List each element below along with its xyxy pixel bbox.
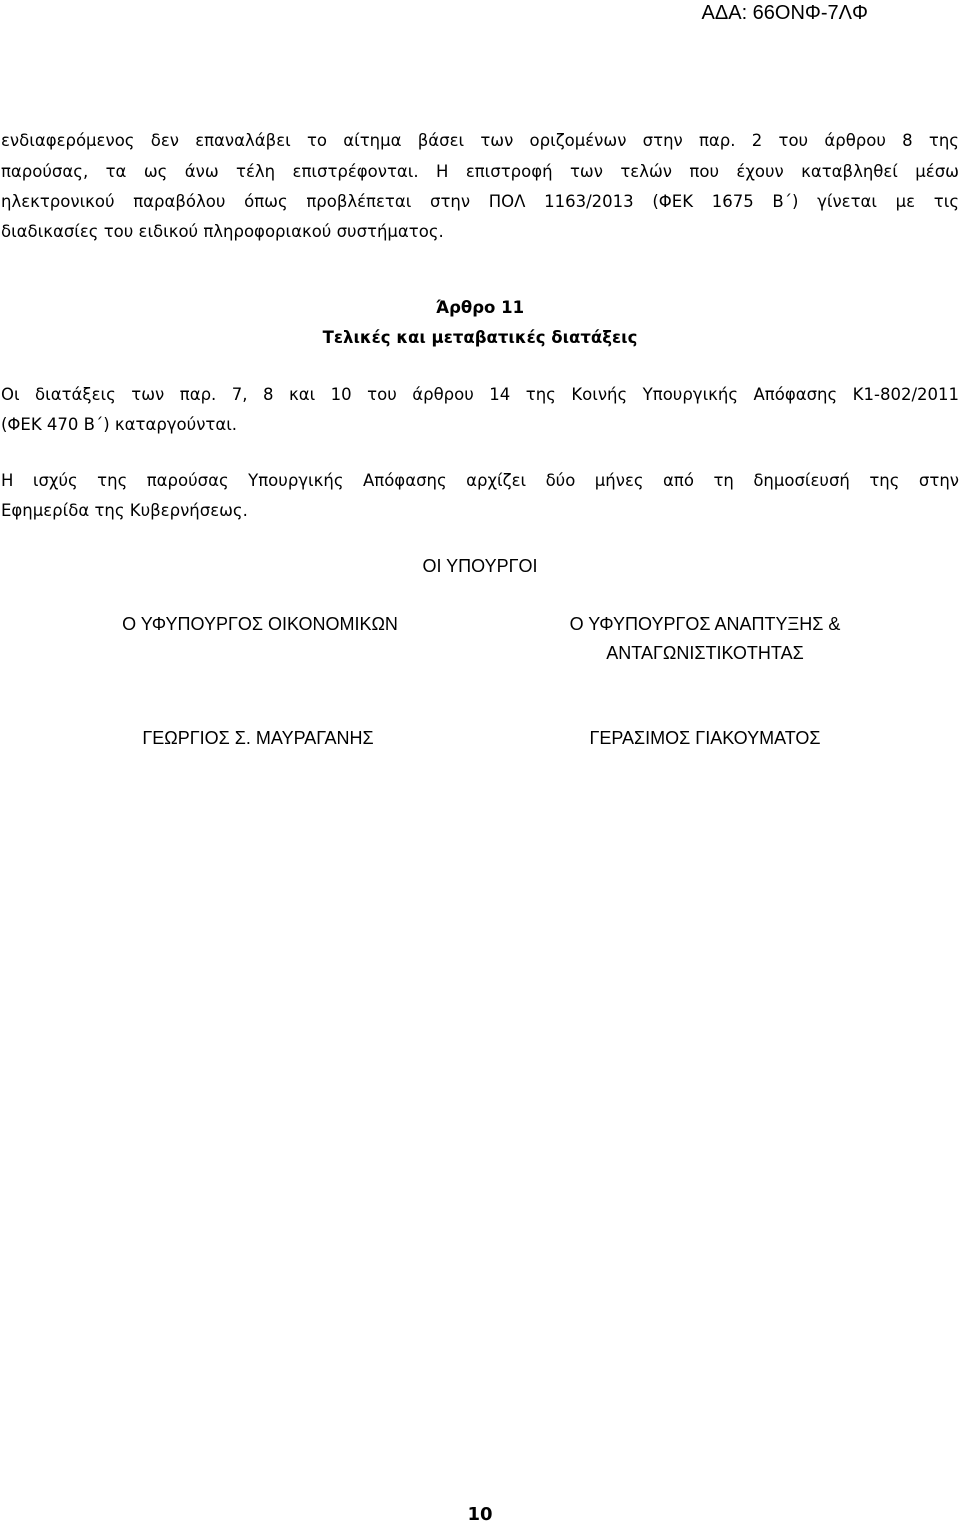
right-signatory-name: ΓΕΡΑΣΙΜΟΣ ΓΙΑΚΟΥΜΑΤΟΣ	[589, 728, 821, 748]
paragraph-line: Εφημερίδα της Κυβερνήσεως.	[1, 501, 248, 520]
paragraph-line: (ΦΕΚ 470 Β΄) καταργούνται.	[1, 415, 238, 434]
paragraph-line: Οι διατάξεις των παρ. 7, 8 και 10 του άρθρου 14 της Κοινής Υπουργικής Απόφασης Κ1-802/2011	[1, 385, 959, 404]
left-signatory-name: ΓΕΩΡΓΙΟΣ Σ. ΜΑΥΡΑΓΑΝΗΣ	[142, 728, 374, 748]
right-signatory-title-line2: ΑΝΤΑΓΩΝΙΣΤΙΚΟΤΗΤΑΣ	[606, 643, 804, 663]
paragraph-line: Η ισχύς της παρούσας Υπουργικής Απόφασης αρχίζει δύο μήνες από τη δημοσίευσή της στην	[1, 471, 959, 490]
paragraph-line: ηλεκτρονικού παραβόλου όπως προβλέπεται στην ΠΟΛ 1163/2013 (ΦΕΚ 1675 Β΄) γίνεται με τις	[1, 192, 959, 211]
article-title: Τελικές και μεταβατικές διατάξεις	[322, 328, 638, 347]
signatures-heading: ΟΙ ΥΠΟΥΡΓΟΙ	[422, 556, 538, 576]
right-signatory-title-line1: Ο ΥΦΥΠΟΥΡΓΟΣ ΑΝΑΠΤΥΞΗΣ &	[569, 614, 841, 634]
paragraph-line: παρούσας, τα ως άνω τέλη επιστρέφονται. Η επιστροφή των τελών που έχουν καταβληθεί μέσω	[1, 162, 959, 181]
paragraph-line: ενδιαφερόμενος δεν επαναλάβει το αίτημα βάσει των οριζομένων στην παρ. 2 του άρθρου 8 της	[1, 131, 959, 150]
article-number: Άρθρο 11	[435, 298, 525, 317]
left-signatory-title: Ο ΥΦΥΠΟΥΡΓΟΣ ΟΙΚΟΝΟΜΙΚΩΝ	[122, 614, 398, 634]
ada-code: ΑΔΑ: 66ΟΝΦ-7ΛΦ	[701, 2, 868, 24]
paragraph-line: διαδικασίες του ειδικού πληροφοριακού συστήματος.	[1, 222, 444, 241]
page-number: 10	[467, 1504, 493, 1525]
